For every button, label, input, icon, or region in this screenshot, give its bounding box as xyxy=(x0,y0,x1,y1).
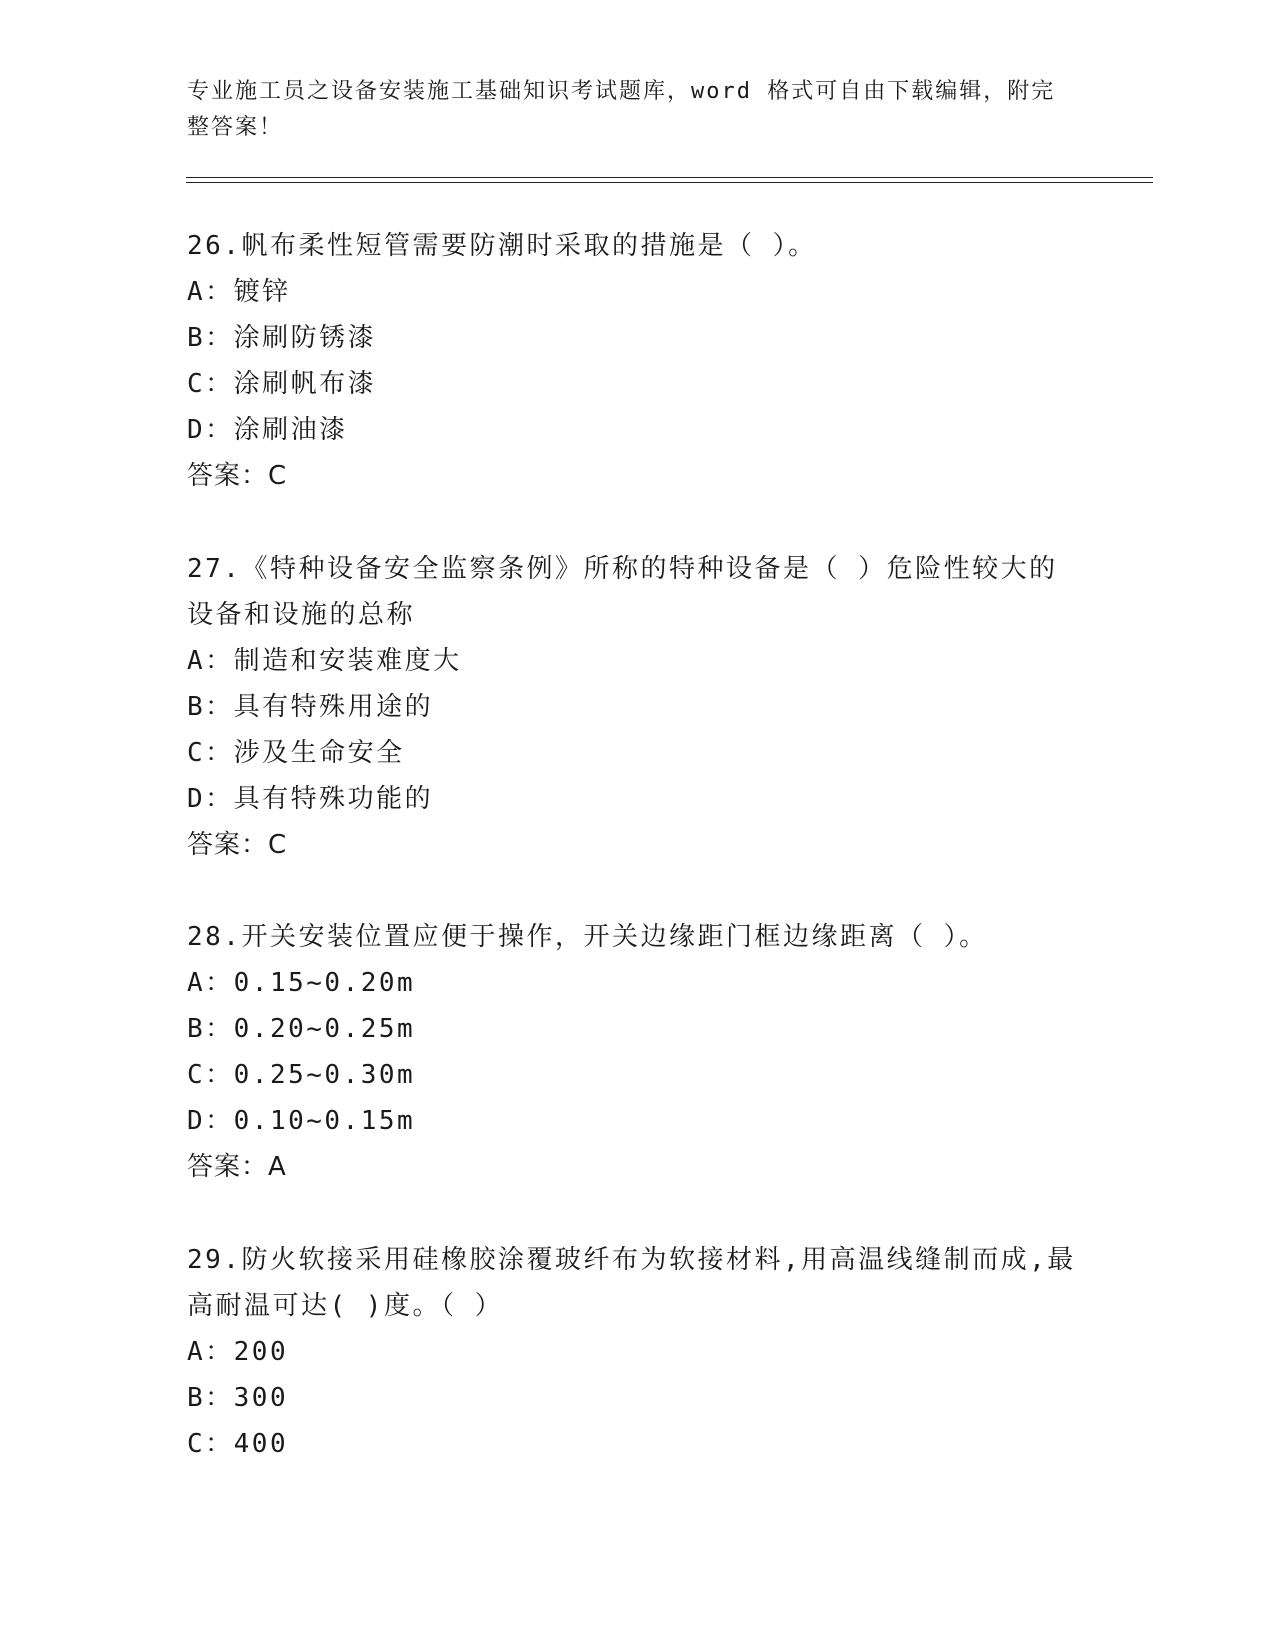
option-d: D：具有特殊功能的 xyxy=(187,784,434,814)
header-line-2: 整答案！ xyxy=(187,115,284,140)
option-b: B：300 xyxy=(187,1383,289,1413)
question-27 xyxy=(187,546,1087,868)
question-stem-line-1: 29.防火软接采用硅橡胶涂覆玻纤布为软接材料,用高温线缝制而成,最 xyxy=(187,1245,1076,1275)
answer-line: 答案：A xyxy=(187,1152,287,1182)
header-line-1: 专业施工员之设备安装施工基础知识考试题库，word 格式可自由下载编辑，附完 xyxy=(187,79,1056,104)
question-stem: 26.帆布柔性短管需要防潮时采取的措施是（ ）。 xyxy=(187,231,817,261)
option-a: A：镀锌 xyxy=(187,277,291,307)
option-d: D：0.10~0.15m xyxy=(187,1106,416,1136)
option-b: B：0.20~0.25m xyxy=(187,1014,416,1044)
question-26 xyxy=(187,223,1087,499)
answer-line: 答案：C xyxy=(187,830,288,860)
question-28 xyxy=(187,914,1087,1190)
option-d: D：涂刷油漆 xyxy=(187,415,348,445)
option-b: B：涂刷防锈漆 xyxy=(187,323,377,353)
question-stem-line-2: 高耐温可达( )度。（ ） xyxy=(187,1291,504,1321)
question-stem-line-1: 27.《特种设备安全监察条例》所称的特种设备是（ ）危险性较大的 xyxy=(187,554,1058,584)
option-a: A：200 xyxy=(187,1337,289,1367)
question-29 xyxy=(187,1237,1087,1467)
question-stem-line-2: 设备和设施的总称 xyxy=(187,600,416,630)
answer-line: 答案：C xyxy=(187,461,288,491)
header-description xyxy=(187,74,1087,146)
option-a: A：0.15~0.20m xyxy=(187,968,416,998)
option-a: A：制造和安装难度大 xyxy=(187,646,462,676)
option-c: C：涉及生命安全 xyxy=(187,738,405,768)
option-c: C：涂刷帆布漆 xyxy=(187,369,377,399)
header-divider-top xyxy=(186,177,1153,178)
option-c: C：0.25~0.30m xyxy=(187,1060,416,1090)
question-stem: 28.开关安装位置应便于操作，开关边缘距门框边缘距离（ ）。 xyxy=(187,922,988,952)
option-b: B：具有特殊用途的 xyxy=(187,692,434,722)
option-c: C：400 xyxy=(187,1429,289,1459)
header-divider-bottom xyxy=(186,182,1153,183)
